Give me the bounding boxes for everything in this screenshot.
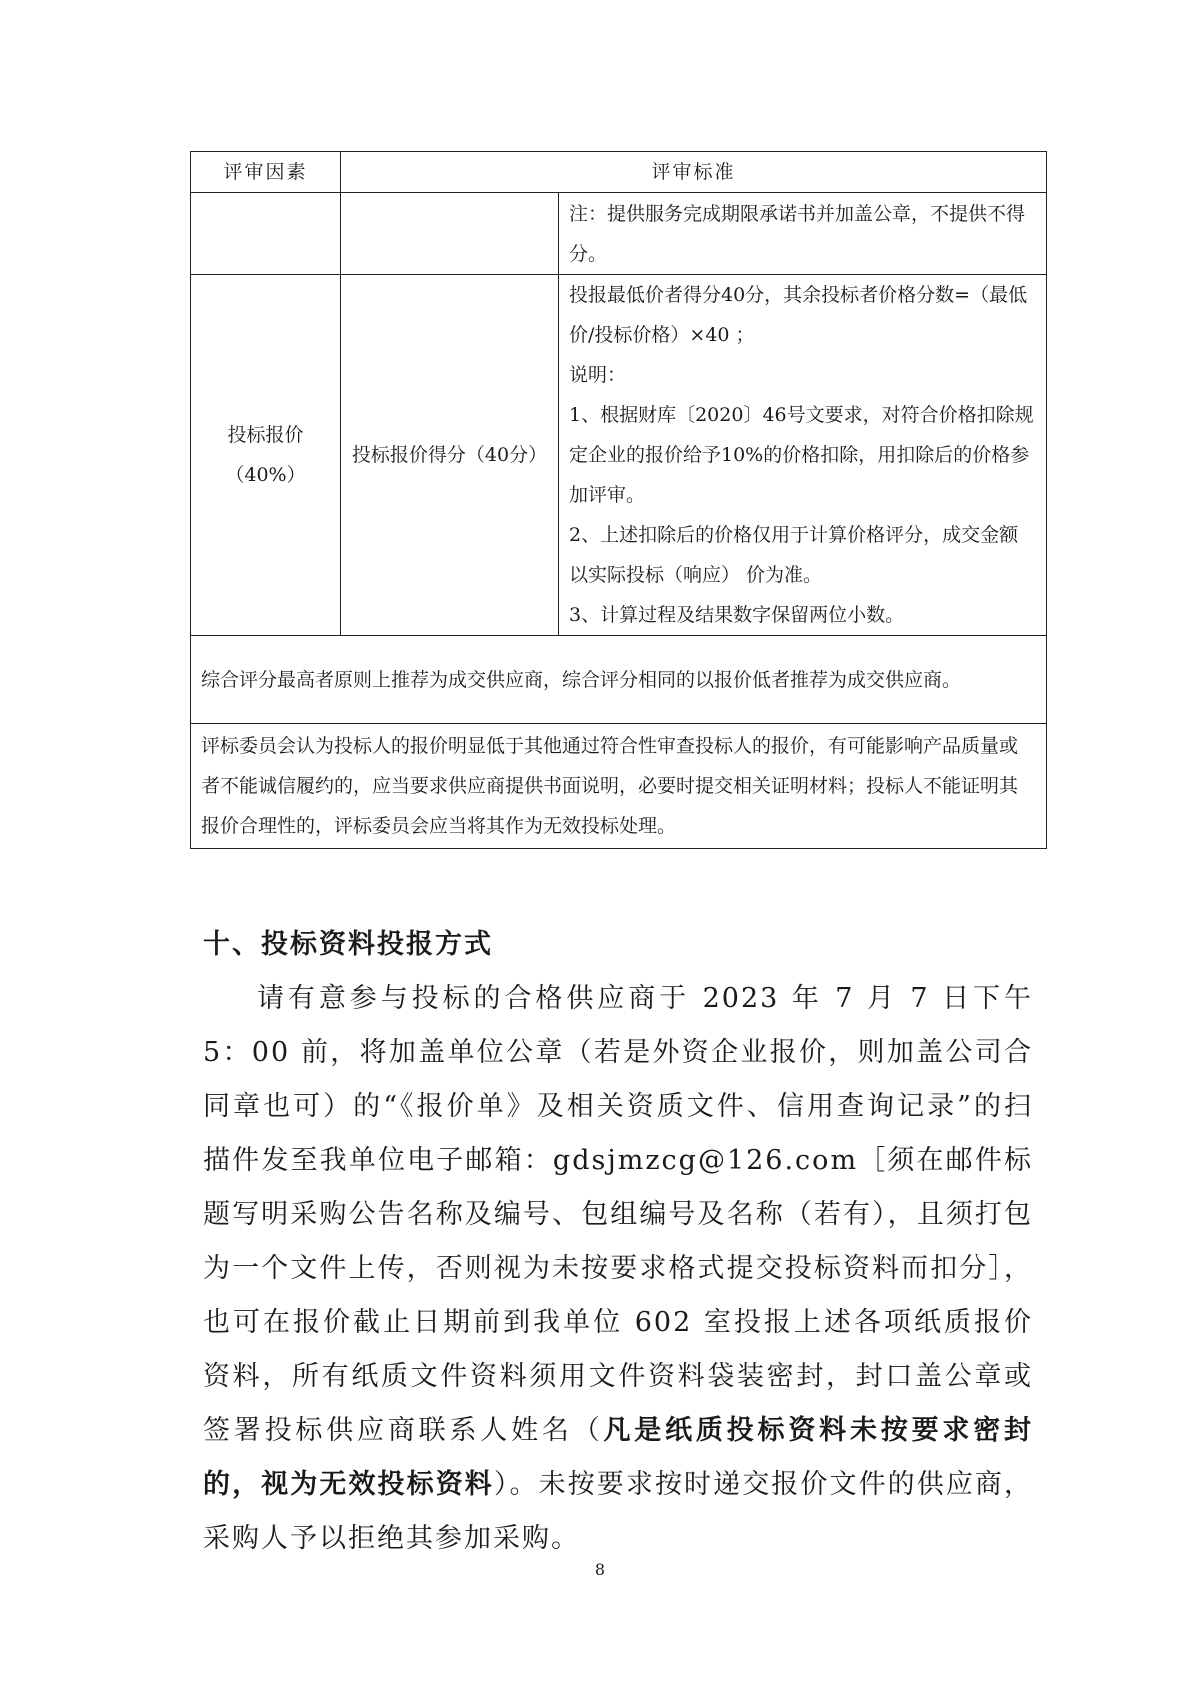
submission-section [203,918,1033,1566]
header-standard: 评审标准 [341,152,1047,193]
paragraph-bold-text: 凡是纸质投标资料未按要求密封的，视为无效投标资料 [203,1415,1033,1500]
factor-label: 投标报价 [227,424,304,446]
subitem-cell: 投标报价得分（40分） [341,275,559,636]
table-row [191,636,1047,724]
factor-cell [191,275,341,636]
section-paragraph [203,972,1033,1566]
empty-cell [191,193,341,275]
scoring-table [190,151,1047,849]
note-cell: 注：提供服务完成期限承诺书并加盖公章，不提供不得分。 [559,193,1047,275]
empty-cell [341,193,559,275]
summary-cell: 综合评分最高者原则上推荐为成交供应商，综合评分相同的以报价低者推荐为成交供应商。 [191,636,1047,724]
table-row [191,193,1047,275]
criteria-line: 2、上述扣除后的价格仅用于计算价格评分，成交金额以实际投标（响应） 价为准。 [569,524,1019,586]
section-title: 十、投标资料投报方式 [203,929,493,960]
header-factor: 评审因素 [191,152,341,193]
criteria-cell [559,275,1047,636]
low-price-rule-cell: 评标委员会认为投标人的报价明显低于其他通过符合性审查投标人的报价，有可能影响产品质量或者不能诚信履约的，应当要求供应商提供书面说明，必要时提交相关证明材料；投标人不能证明其报价合理性的，评标委员会应当将其作为无效投标处理。 [191,724,1047,849]
criteria-line: 3、计算过程及结果数字保留两位小数。 [569,604,905,626]
paragraph-text: 请有意参与投标的合格供应商于 2023 年 7 月 7 日下午 5：00 前，将加盖单位公章（若是外资企业报价，则加盖公司合同章也可）的“《报价单》及相关资质文件、信用查询记录”的扫描件发至我单位电子邮箱：gdsjmzcg@126.com［须在邮件标题写明采购公告名称及编号、包组编号及名称（若有），且须打包为一个文件上传，否则视为未按要求格式提交投标资料而扣分］，也可在报价截止日期前到我单位 602 室投报上述各项纸质报价资料，所有纸质文件资料须用文件资料袋装密封，封口盖公章或签署投标供应商联系人姓名（ [203,983,1033,1446]
table-header-row [191,152,1047,193]
factor-weight: （40%） [225,464,306,486]
criteria-line: 投报最低价者得分40分，其余投标者价格分数=（最低价/投标价格）×40 ； [569,284,1028,346]
page-number: 8 [594,1560,606,1579]
table-row [191,724,1047,849]
paragraph-text: ）。未按要求按时递交报价文件的供应商，采购人予以拒绝其参加采购。 [203,1469,1034,1554]
criteria-line: 1、根据财库〔2020〕46号文要求，对符合价格扣除规定企业的报价给予10%的价格扣除，用扣除后的价格参加评审。 [569,404,1034,506]
table-row [191,275,1047,636]
criteria-line: 说明： [569,364,627,386]
